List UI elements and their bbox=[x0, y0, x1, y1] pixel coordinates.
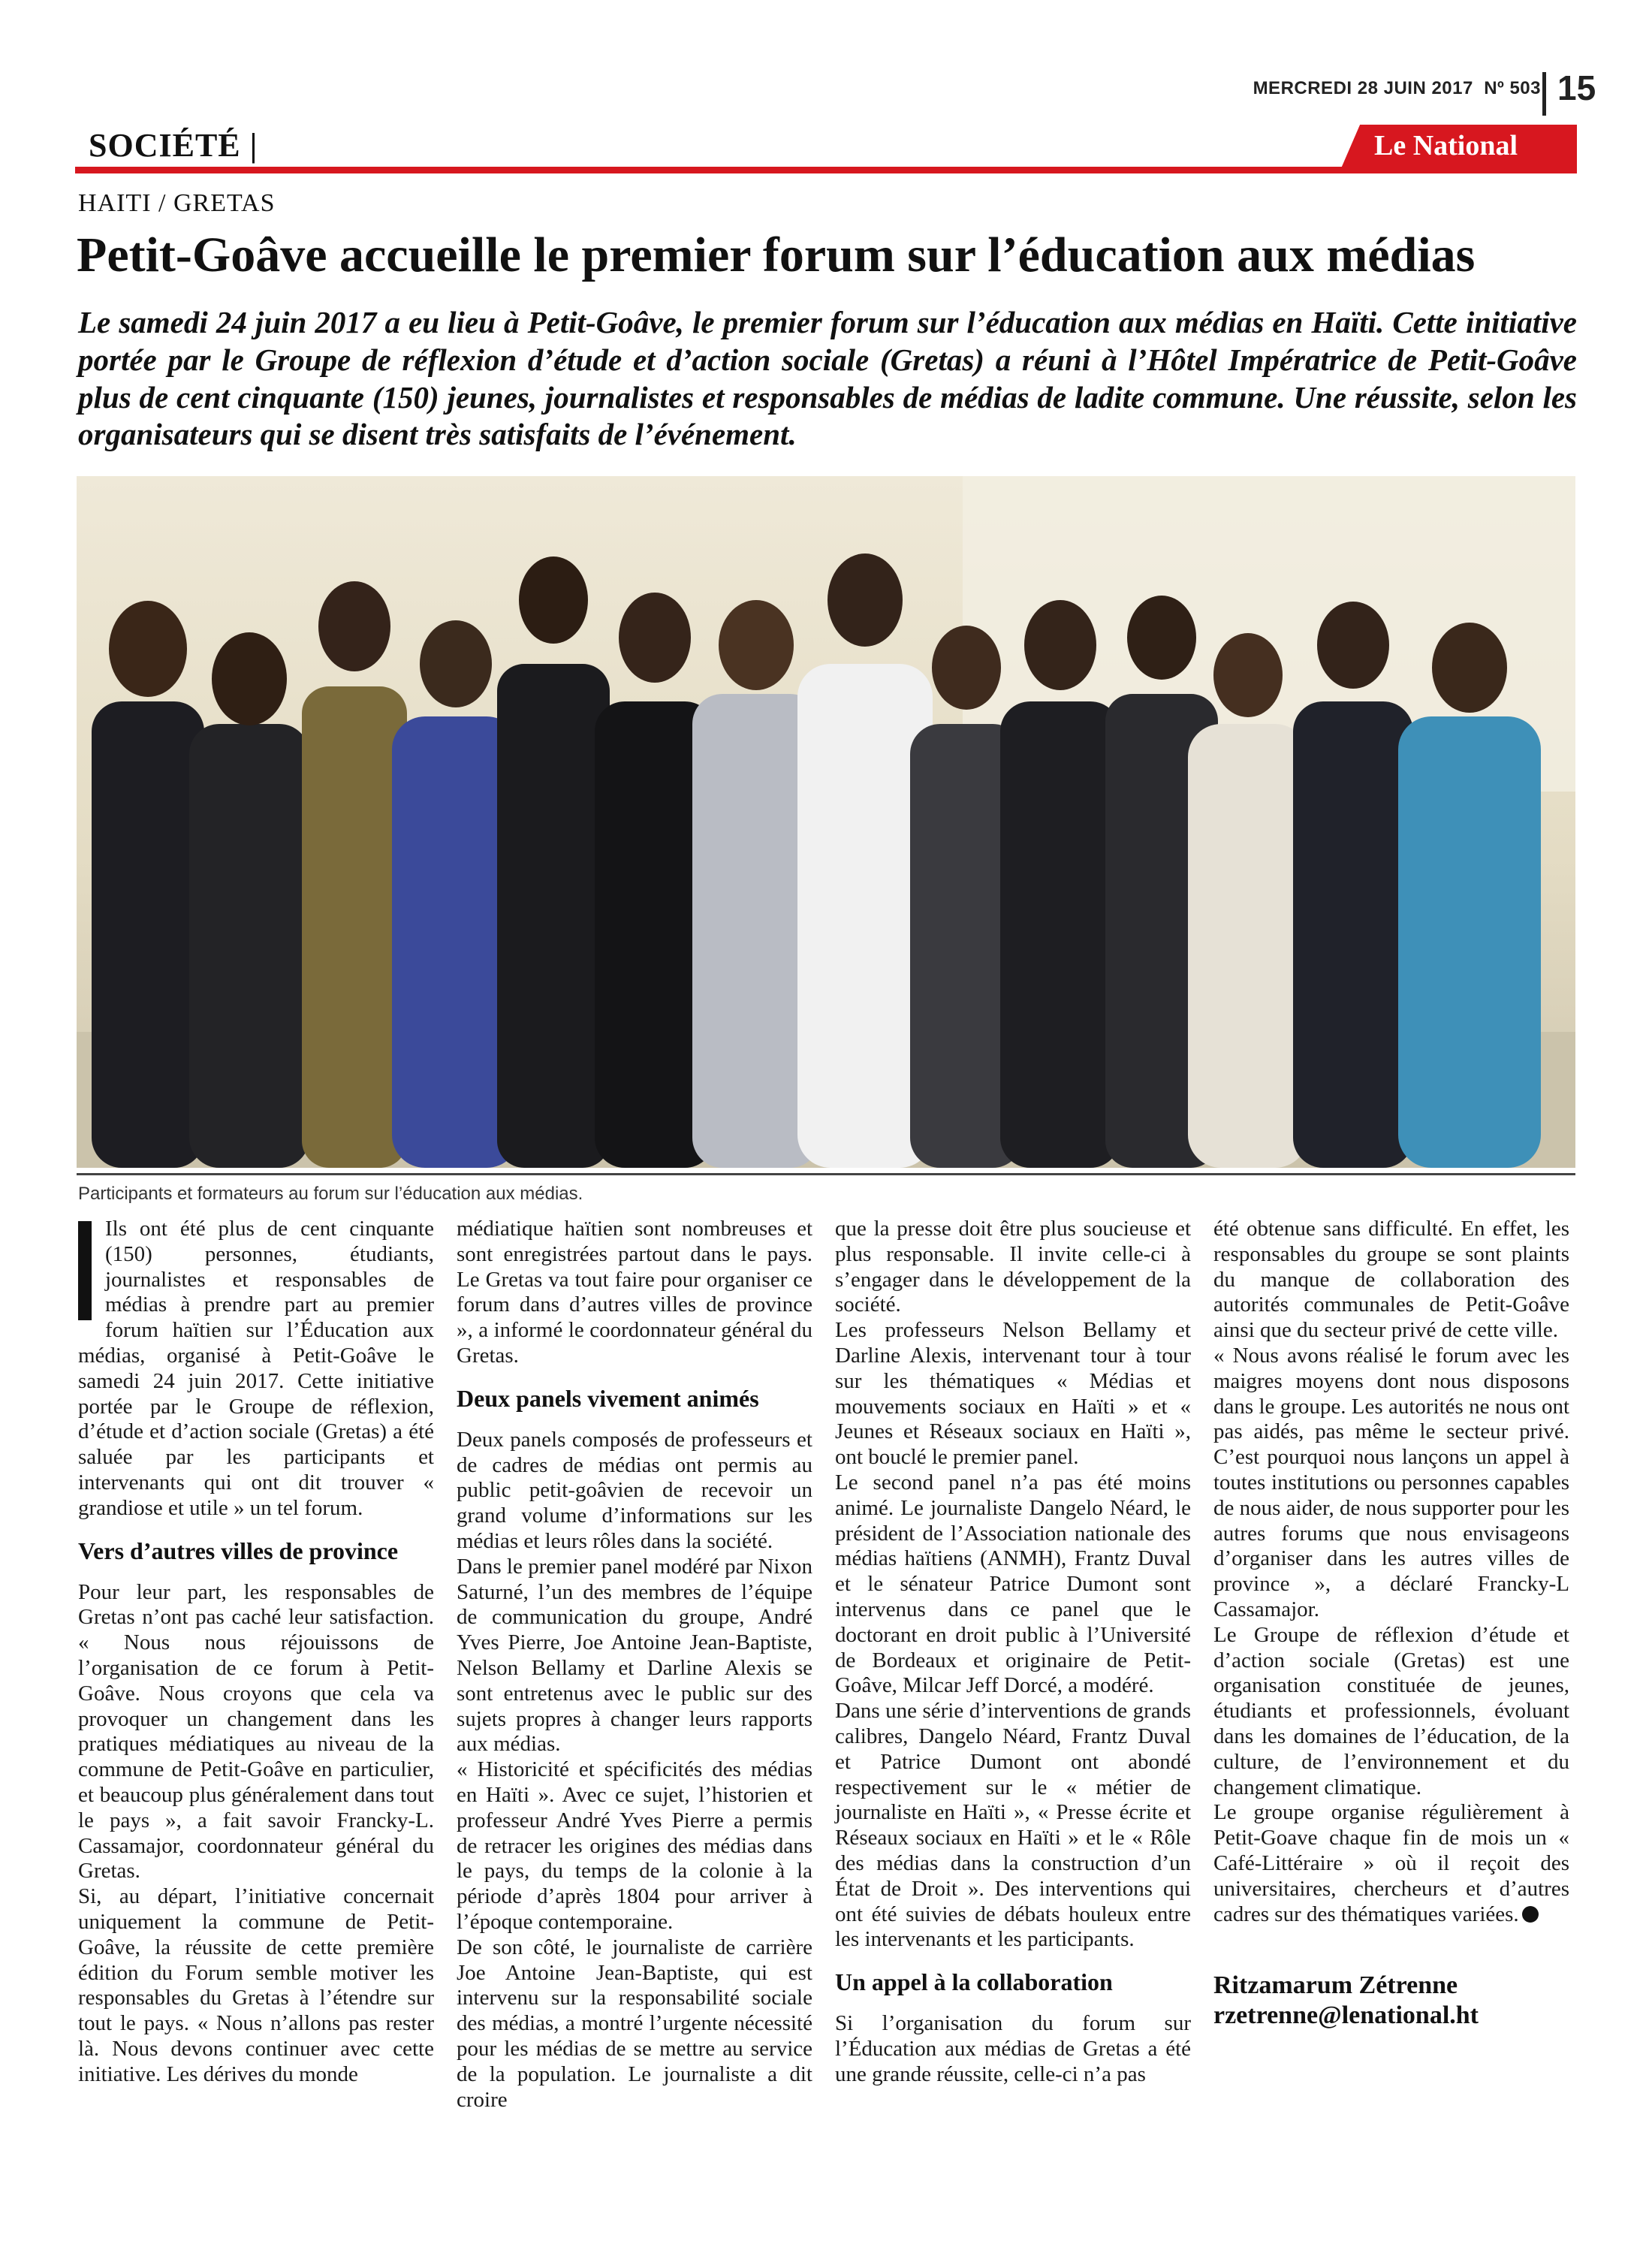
subheading: Vers d’autres villes de province bbox=[78, 1537, 399, 1564]
group-photo-illustration bbox=[77, 476, 1575, 1168]
paragraph: « Historicité et spécificités des médias en Haïti ». Avec ce sujet, l’historien et professeur André Yves Pierre a permis de retracer les origines des médias dans le pays, du temps de la colonie à la période d’après 1804 pour arriver à l’époque contemporaine. bbox=[457, 1757, 812, 1934]
byline bbox=[1213, 1971, 1569, 2031]
article-lede: Le samedi 24 juin 2017 a eu lieu à Petit-Goâve, le premier forum sur l’éducation aux médias en Haïti. Cette initiative portée par le Groupe de réflexion d’étude et d’action sociale (Gretas) a réuni à l’Hôtel Impératrice de Petit-Goâve plus de cent cinquante (150) jeunes, journalistes et responsables de médias de ladite commune. Une réussite, selon les organisateurs qui se disent très satisfaits de l’événement. bbox=[78, 305, 1577, 452]
paragraph-text: Ils ont été plus de cent cinquante (150) personnes, étudiants, journalistes et responsables de médias à prendre part au premier forum haïtien sur l’Éducation aux médias, organisé à Petit-Goâve le samedi 24 juin 2017. Cette initiative portée par le Groupe de réflexion, d’étude et d’action sociale (Gretas) a été saluée par les participants et intervenants qui ont dit trouver « grandiose et utile » un tel forum. bbox=[78, 1217, 434, 1520]
paragraph-text: Le groupe organise régulièrement à Petit-Goave chaque fin de mois un « Café-Littéraire » où il reçoit des universitaires, chercheurs et d’autres cadres sur des thématiques variées. bbox=[1213, 1800, 1569, 1926]
paragraph: Dans une série d’interventions de grands calibres, Dangelo Néard, Frantz Duval et Patrice Dumont ont abondé respectivement sur le « métier de journaliste en Haïti », « Presse écrite et Réseaux sociaux en Haïti » et le « Rôle des médias dans la construction d’un État de Droit ». Des interventions qui ont été suivies de débats houleux entre les intervenants et les participants. bbox=[835, 1699, 1191, 1952]
paragraph: que la presse doit être plus soucieuse et plus responsable. Il invite celle-ci à s’engager dans le développement de la société. bbox=[835, 1217, 1191, 1317]
paragraph: Si l’organisation du forum sur l’Éducation aux médias de Gretas a été une grande réussite, celle-ci n’a pas bbox=[835, 2011, 1191, 2086]
paragraph bbox=[78, 1217, 434, 1522]
group-photo bbox=[77, 476, 1575, 1168]
paragraph: médiatique haïtien sont nombreuses et sont enregistrées partout dans le pays. Le Gretas va tout faire pour organiser ce forum dans d’autres villes de province », a informé le coordonnateur général du Gretas. bbox=[457, 1217, 812, 1368]
author-email: rzetrenne@lenational.ht bbox=[1213, 2001, 1479, 2030]
paragraph: Dans le premier panel modéré par Nixon Saturné, l’un des membres de l’équipe de communication du groupe, André Yves Pierre, Joe Antoine Jean-Baptiste, Nelson Bellamy et Darline Alexis se sont entretenus avec le public sur des sujets propres à changer leurs rapports aux médias. bbox=[457, 1554, 812, 1757]
subheading: Un appel à la collaboration bbox=[835, 1968, 1113, 1996]
photo-caption: Participants et formateurs au forum sur l’éducation aux médias. bbox=[78, 1184, 583, 1204]
drop-cap-mark bbox=[78, 1221, 92, 1320]
subheading: Deux panels vivement animés bbox=[457, 1384, 759, 1412]
article-column-3 bbox=[835, 1217, 1191, 2088]
article-column-1 bbox=[78, 1217, 434, 2088]
article-column-2 bbox=[457, 1217, 812, 2113]
author-name: Ritzamarum Zétrenne bbox=[1213, 1971, 1458, 2000]
paragraph: « Nous avons réalisé le forum avec les maigres moyens dont nous disposons dans le groupe. Les autorités ne nous ont pas aidés, pas même le secteur privé. C’est pourquoi nous lançons un appel à toutes institutions ou personnes capables de nous aider, de nous supporter pour les autres forums que nous envisageons d’organiser dans les autres villes de province », a déclaré Francky-L Cassamajor. bbox=[1213, 1343, 1570, 1621]
brand-name: Le National bbox=[1374, 130, 1518, 161]
page-number-divider bbox=[1542, 72, 1546, 116]
end-of-article-icon bbox=[1522, 1906, 1539, 1923]
paragraph: Si, au départ, l’initiative concernait uniquement la commune de Petit-Goâve, la réussite de cette première édition du Forum semble motiver les responsables du Gretas à l’étendre sur tout le pays. « Nous n’allons pas rester là. Nous devons continuer avec cette initiative. Les dérives du monde bbox=[78, 1884, 434, 2086]
paragraph: Les professeurs Nelson Bellamy et Darline Alexis, intervenant tour à tour sur les thématiques « Médias et mouvements sociaux en Haïti » et « Jeunes et Réseaux sociaux en Haïti », ont bouclé le premier panel. bbox=[835, 1318, 1191, 1470]
issue-number: Nº 503 bbox=[1484, 78, 1541, 98]
article-column-4 bbox=[1213, 1217, 1569, 2031]
photo-rule bbox=[77, 1173, 1575, 1175]
issue-dateline bbox=[1253, 78, 1541, 99]
paragraph: Le Groupe de réflexion d’étude et d’action sociale (Gretas) est une organisation constituée de jeunes, étudiants et professionnels, évoluant dans les domaines de l’éducation, de la culture, de l’environnement et du changement climatique. bbox=[1213, 1622, 1569, 1799]
paragraph bbox=[1213, 1800, 1569, 1927]
paragraph: De son côté, le journaliste de carrière Joe Antoine Jean-Baptiste, qui est intervenu sur la responsabilité sociale des médias, a montré l’urgente nécessité pour les médias de se mettre au service de la population. Le journaliste a dit croire bbox=[457, 1935, 812, 2112]
section-label: SOCIÉTÉ | bbox=[89, 127, 258, 164]
issue-date: MERCREDI 28 JUIN 2017 bbox=[1253, 78, 1473, 98]
page-number: 15 bbox=[1557, 68, 1596, 107]
paragraph: Deux panels composés de professeurs et de cadres de médias ont permis au public petit-goâvien de recevoir un grand volume d’informations sur les médias et leurs rôles dans la société. bbox=[457, 1427, 812, 1553]
paragraph: été obtenue sans difficulté. En effet, les responsables du groupe se sont plaints du manque de collaboration des autorités communales de Petit-Goâve ainsi que du secteur privé de cette ville. bbox=[1213, 1217, 1569, 1343]
article-headline: Petit-Goâve accueille le premier forum sur l’éducation aux médias bbox=[77, 228, 1476, 282]
article-kicker: HAITI / GRETAS bbox=[78, 189, 276, 217]
paragraph: Le second panel n’a pas été moins animé. Le journaliste Dangelo Néard, le président de l’Association nationale des médias haïtiens (ANMH), Frantz Duval et le sénateur Patrice Dumont sont intervenus dans ce panel que le doctorant en droit public à l’Université de Bordeaux et originaire de Petit-Goâve, Milcar Jeff Dorcé, a modéré. bbox=[835, 1470, 1191, 1698]
paragraph: Pour leur part, les responsables de Gretas n’ont pas caché leur satisfaction. « Nous nous réjouissons de l’organisation de ce forum à Petit-Goâve. Nous croyons que cela va provoquer un changement dans les pratiques médiatiques au niveau de la commune de Petit-Goâve en particulier, et beaucoup plus généralement dans tout le pays », a fait savoir Francky-L. Cassamajor, coordonnateur général du Gretas. bbox=[78, 1579, 434, 1884]
